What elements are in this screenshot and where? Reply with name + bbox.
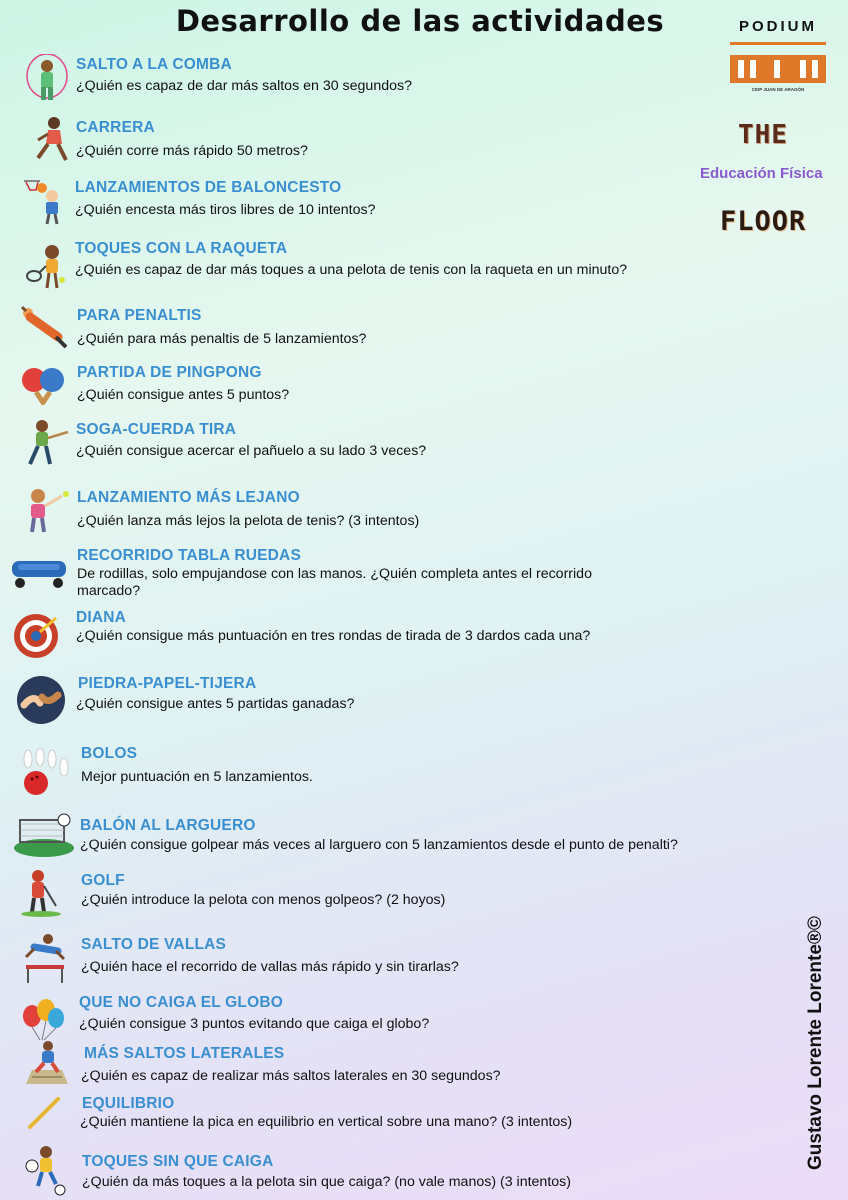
hurdles-icon	[20, 933, 70, 985]
golf-player-icon	[16, 868, 66, 918]
tennis-racket-icon	[22, 240, 72, 290]
the-logo: THE	[738, 120, 788, 150]
dartboard-icon	[12, 610, 62, 660]
lateral-jumps-icon	[22, 1040, 72, 1090]
activity-name: SOGA-CUERDA TIRA	[76, 421, 237, 438]
activity-name: EQUILIBRIO	[82, 1095, 175, 1112]
basketball-icon	[20, 176, 70, 226]
activity-name: TOQUES SIN QUE CAIGA	[82, 1153, 274, 1170]
page-title: Desarrollo de las actividades	[175, 4, 665, 38]
activity-description: ¿Quién da más toques a la pelota sin que caiga? (no vale manos) (3 intentos)	[82, 1174, 571, 1190]
activity-name: PARA PENALTIS	[77, 307, 202, 324]
activity-name: SALTO A LA COMBA	[76, 56, 232, 73]
activity-description: ¿Quién consigue acercar el pañuelo a su lado 3 veces?	[76, 443, 427, 459]
tug-of-war-icon	[20, 418, 70, 468]
activity-description: ¿Quién mantiene la pica en equilibrio en vertical sobre una mano? (3 intentos)	[80, 1114, 573, 1130]
activity-description: ¿Quién lanza más lejos la pelota de tenis? (3 intentos)	[77, 513, 420, 529]
activity-name: QUE NO CAIGA EL GLOBO	[79, 994, 283, 1011]
activity-name: BALÓN AL LARGUERO	[80, 817, 256, 834]
subject-label: Educación Física	[700, 165, 823, 182]
activity-description: ¿Quién introduce la pelota con menos golpeos? (2 hoyos)	[81, 892, 446, 908]
activity-name: MÁS SALTOS LATERALES	[84, 1045, 285, 1062]
activity-name: PIEDRA-PAPEL-TIJERA	[78, 675, 257, 692]
podium-logo-text: PODIUM	[739, 18, 817, 35]
activity-name: BOLOS	[81, 745, 138, 762]
podium-logo	[730, 18, 826, 104]
floor-logo: FLOOR	[720, 206, 807, 237]
activity-description: ¿Quién consigue golpear más veces al larguero con 5 lanzamientos desde el punto de penalti?	[80, 837, 678, 853]
author-credit: Gustavo Lorente Lorente®©	[805, 916, 826, 1170]
pingpong-paddle-icon	[18, 362, 68, 412]
activity-description: ¿Quién encesta más tiros libres de 10 intentos?	[75, 202, 376, 218]
activity-name: LANZAMIENTO MÁS LEJANO	[77, 489, 300, 506]
goalkeeper-icon	[18, 303, 68, 353]
activity-description: ¿Quién corre más rápido 50 metros?	[76, 143, 308, 159]
activity-name: DIANA	[76, 609, 127, 626]
activity-description: ¿Quién consigue 3 puntos evitando que caiga el globo?	[79, 1016, 430, 1032]
activity-description: ¿Quién es capaz de realizar más saltos laterales en 30 segundos?	[81, 1068, 501, 1084]
activity-name: SALTO DE VALLAS	[81, 936, 227, 953]
scooter-board-icon	[8, 551, 70, 591]
activity-description: ¿Quién consigue antes 5 puntos?	[77, 387, 290, 403]
activity-description: ¿Quién es capaz de dar más toques a una pelota de tenis con la raqueta en un minuto?	[75, 262, 628, 278]
bowling-icon	[14, 747, 74, 799]
activity-name: CARRERA	[76, 119, 155, 136]
activity-description: ¿Quién consigue antes 5 partidas ganadas?	[76, 696, 355, 712]
hands-game-icon	[16, 675, 66, 725]
activity-description: ¿Quién hace el recorrido de vallas más rápido y sin tirarlas?	[81, 959, 459, 975]
podium-logo-subtitle: CEIP JUAN DE ARAGÓN	[751, 87, 805, 92]
activity-name: RECORRIDO TABLA RUEDAS	[77, 547, 301, 564]
activity-description: ¿Quién es capaz de dar más saltos en 30 segundos?	[76, 78, 412, 94]
activity-name: GOLF	[81, 872, 125, 889]
balance-stick-icon	[24, 1093, 64, 1133]
ball-juggling-icon	[22, 1144, 72, 1198]
throwing-girl-icon	[20, 486, 70, 536]
balloons-icon	[18, 994, 68, 1044]
activity-description: De rodillas, solo empujandose con las manos. ¿Quién completa antes el recorrido marcado?	[77, 566, 592, 599]
activity-name: LANZAMIENTOS DE BALONCESTO	[75, 179, 342, 196]
activity-description: Mejor puntuación en 5 lanzamientos.	[81, 769, 313, 785]
jump-rope-icon	[22, 54, 72, 104]
soccer-goal-icon	[12, 812, 76, 860]
activity-description: ¿Quién para más penaltis de 5 lanzamientos?	[77, 331, 367, 347]
activity-description: ¿Quién consigue más puntuación en tres rondas de tirada de 3 dardos cada una?	[76, 628, 591, 644]
activity-name: PARTIDA DE PINGPONG	[77, 364, 262, 381]
activity-name: TOQUES CON LA RAQUETA	[75, 240, 288, 257]
runner-icon	[28, 114, 78, 164]
